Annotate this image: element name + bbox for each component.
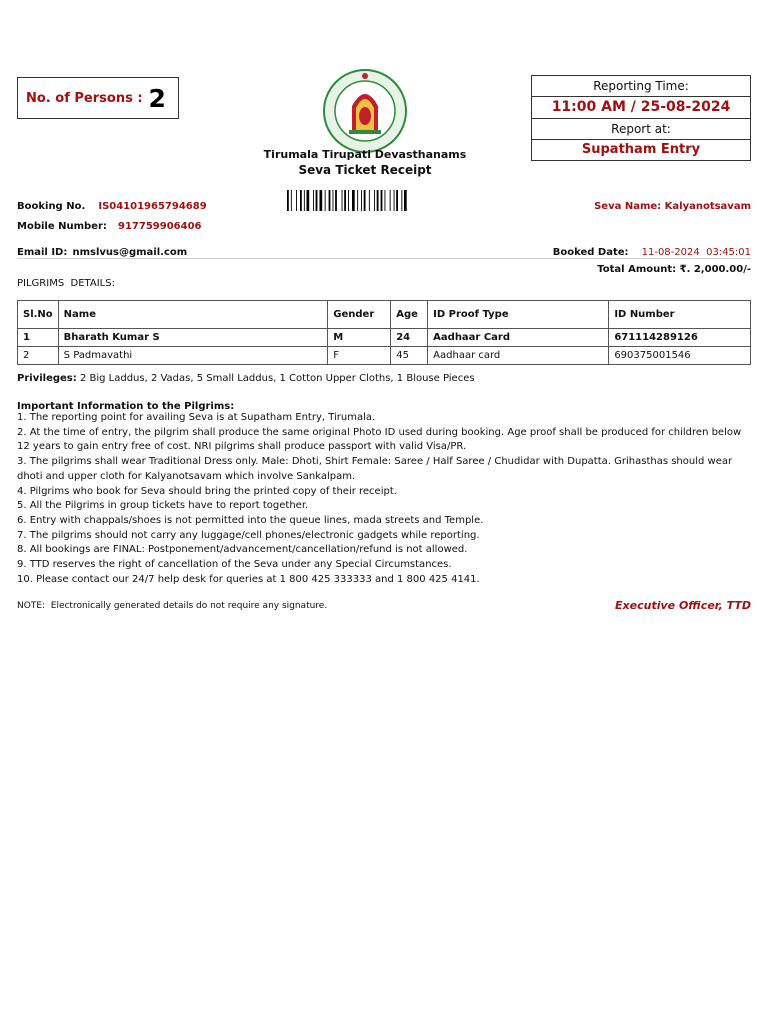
privileges-row xyxy=(17,373,475,384)
important-title: Important Information to the Pilgrims: xyxy=(17,401,235,412)
info-item: 6. Entry with chappals/shoes is not permitted into the queue lines, mada streets and Temple. xyxy=(17,514,484,526)
table-cell: Bharath Kumar S xyxy=(58,329,328,347)
info-item: 10. Please contact our 24/7 help desk for queries at 1 800 425 333333 and 1 800 425 4141. xyxy=(17,573,480,585)
column-header: Name xyxy=(58,301,328,329)
pilgrims-table xyxy=(17,300,751,365)
total-amount: Total Amount: ₹. 2,000.00/- xyxy=(597,264,751,275)
ttd-emblem-icon xyxy=(322,68,408,154)
info-item: 7. The pilgrims should not carry any luggage/cell phones/electronic gadgets while reporting. xyxy=(17,529,480,541)
reporting-time-value: 11:00 AM / 25-08-2024 xyxy=(532,97,750,118)
booking-no-value: IS04101965794689 xyxy=(98,201,207,212)
table-cell: 45 xyxy=(391,347,428,365)
email-label: Email ID: xyxy=(17,247,68,258)
mobile-label: Mobile Number: xyxy=(17,221,107,232)
column-header: Gender xyxy=(328,301,391,329)
report-at-label: Report at: xyxy=(532,119,750,140)
privileges-text: 2 Big Laddus, 2 Vadas, 5 Small Laddus, 1 Cotton Upper Cloths, 1 Blouse Pieces xyxy=(79,373,475,384)
persons-box xyxy=(17,77,179,119)
report-at-value: Supatham Entry xyxy=(581,142,701,158)
email-value: nmslvus@gmail.com xyxy=(72,247,188,258)
table-cell: Aadhaar Card xyxy=(428,329,609,347)
important-list xyxy=(17,411,757,587)
mobile-row xyxy=(17,214,201,233)
table-row xyxy=(18,329,751,347)
reporting-time-label: Reporting Time: xyxy=(532,76,750,97)
signatory: Executive Officer, TTD xyxy=(615,599,751,612)
table-cell: S Padmavathi xyxy=(58,347,328,365)
table-cell: 24 xyxy=(391,329,428,347)
receipt-title: Seva Ticket Receipt xyxy=(298,163,432,177)
info-item: 9. TTD reserves the right of cancellation of the Seva under any Special Circumstances. xyxy=(17,559,452,571)
info-item: 8. All bookings are FINAL: Postponement/advancement/cancellation/refund is not allowed. xyxy=(17,544,468,556)
table-cell: 2 xyxy=(18,347,59,365)
persons-label: No. of Persons : xyxy=(26,90,143,106)
info-item: 4. Pilgrims who book for Seva should bring the printed copy of their receipt. xyxy=(17,485,397,497)
persons-count: 2 xyxy=(148,83,166,113)
table-cell: F xyxy=(328,347,391,365)
table-cell: M xyxy=(328,329,391,347)
booking-no-label: Booking No. xyxy=(17,201,86,212)
table-cell: Aadhaar card xyxy=(428,347,609,365)
info-item: 1. The reporting point for availing Seva is at Supatham Entry, Tirumala. xyxy=(17,412,376,423)
booking-no-row xyxy=(17,194,207,213)
pilgrims-section-label: PILGRIMS DETAILS: xyxy=(17,278,115,289)
privileges-label: Privileges: xyxy=(17,373,77,384)
table-cell: 671114289126 xyxy=(609,329,751,347)
info-item: 3. The pilgrims shall wear Traditional Dress only. Male: Dhoti, Shirt Female: Saree / Half Saree / Chudidar with Dupatta. Grihasthas should wear dhoti and upper cloth for Kalyanotsavam which involve Sankalpam. xyxy=(17,456,733,482)
booked-date-value: 11-08-2024 03:45:01 xyxy=(641,247,751,258)
barcode xyxy=(287,190,444,211)
divider xyxy=(17,258,751,259)
column-header: ID Number xyxy=(609,301,751,329)
column-header: ID Proof Type xyxy=(428,301,609,329)
info-item: 2. At the time of entry, the pilgrim shall produce the same original Photo ID used during booking. Age proof shall be produced for children below 12 years to gain entry free of cost. NRI pilgrims shall produce passport with valid Visa/PR. xyxy=(17,426,742,453)
seva-name: Seva Name: Kalyanotsavam xyxy=(594,201,751,212)
mobile-value: 917759906406 xyxy=(117,221,202,232)
table-row xyxy=(18,347,751,365)
table-cell: 690375001546 xyxy=(609,347,751,365)
organization-name: Tirumala Tirupati Devasthanams xyxy=(263,148,467,161)
reporting-box xyxy=(531,75,751,161)
column-header: Sl.No xyxy=(18,301,59,329)
column-header: Age xyxy=(391,301,428,329)
booked-date-label: Booked Date: xyxy=(552,247,629,258)
info-item: 5. All the Pilgrims in group tickets have to report together. xyxy=(17,500,309,512)
table-header-row xyxy=(18,301,751,329)
email-row xyxy=(17,240,187,259)
table-cell: 1 xyxy=(18,329,59,347)
booked-date-row xyxy=(553,240,751,259)
footer-note: NOTE: Electronically generated details do not require any signature. xyxy=(17,601,328,611)
